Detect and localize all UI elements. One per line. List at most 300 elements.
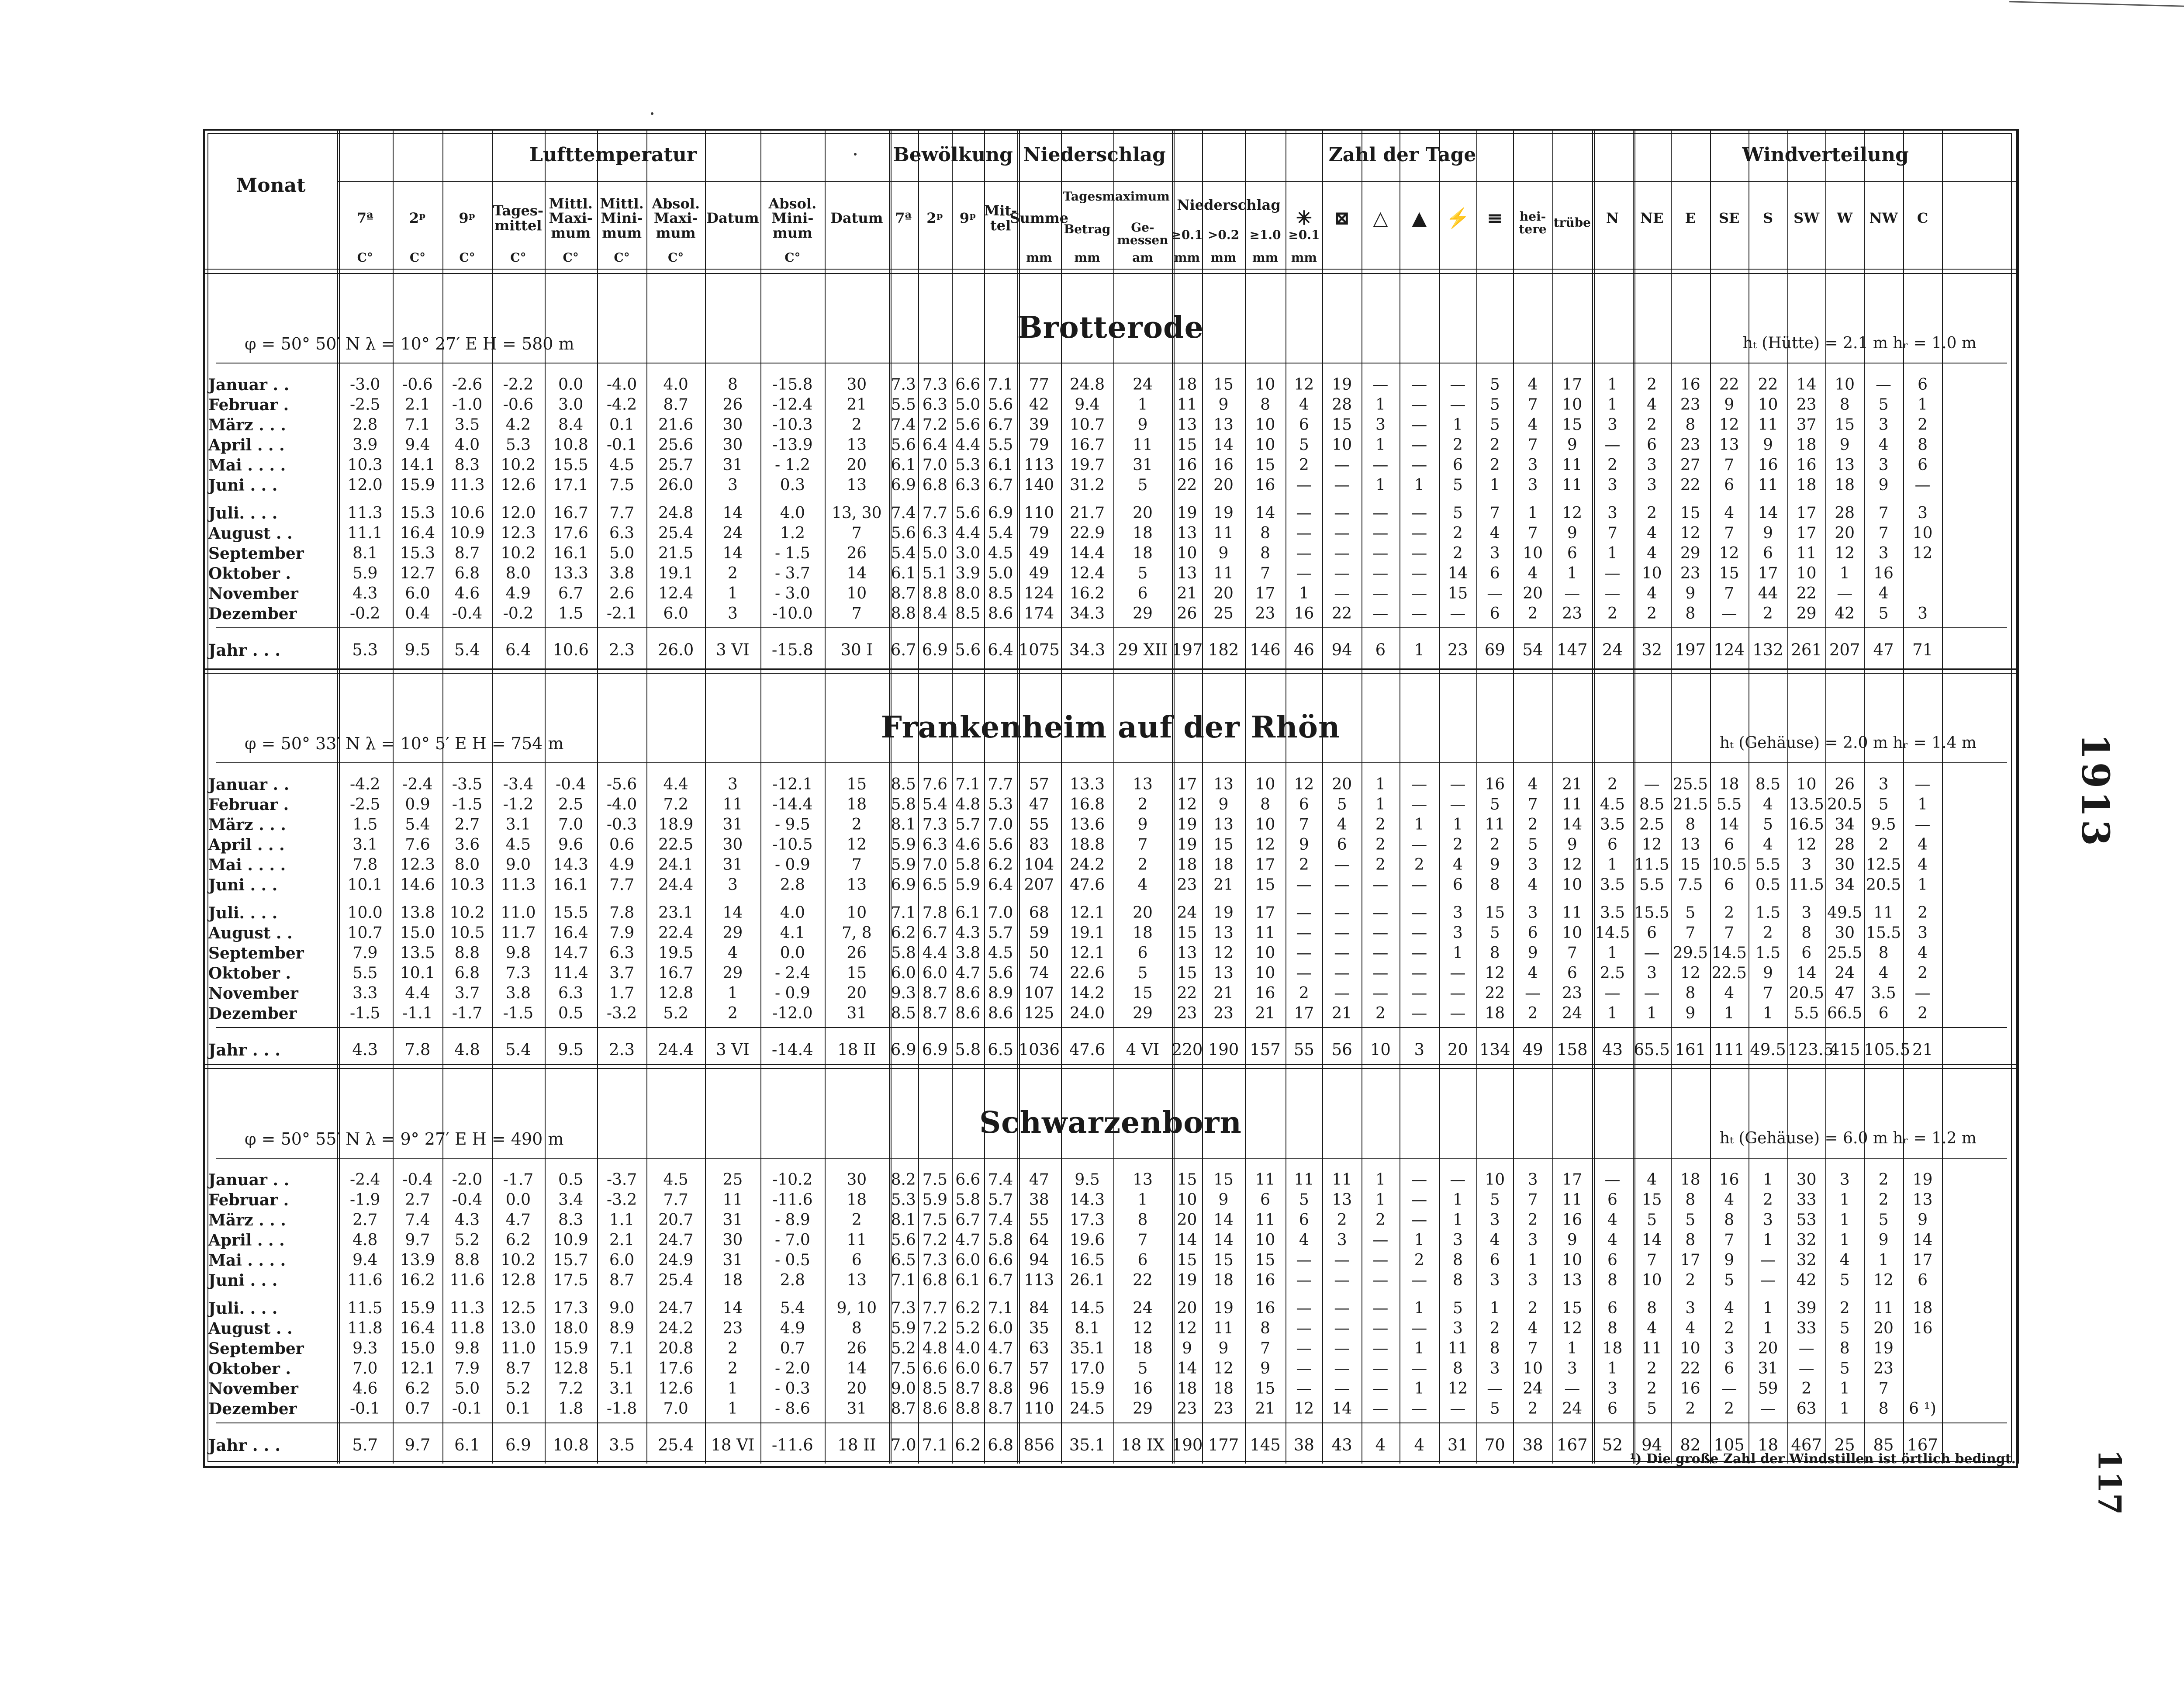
table-cell: 111 xyxy=(1714,1040,1745,1059)
table-cell: 4.7 xyxy=(955,964,981,982)
table-cell: — xyxy=(1372,544,1389,562)
table-cell: 8.7 xyxy=(922,1004,947,1022)
header-betrag: Betrag xyxy=(1064,222,1111,237)
table-cell: 10 xyxy=(1562,924,1583,942)
table-cell: 6.0 xyxy=(955,1360,981,1378)
table-cell: 6 xyxy=(1878,1004,1889,1022)
table-cell: — xyxy=(1760,1400,1776,1418)
table-cell: - 2.0 xyxy=(774,1360,810,1378)
table-cell: 7.7 xyxy=(922,1299,947,1317)
table-row xyxy=(203,876,2018,896)
table-row xyxy=(203,1380,2018,1400)
header-unit-c: C° xyxy=(668,250,684,265)
table-cell: 6.3 xyxy=(955,476,981,494)
table-cell: 17.3 xyxy=(1069,1211,1105,1229)
table-cell: 29 xyxy=(1133,605,1153,623)
table-cell: 4 xyxy=(1647,1171,1657,1189)
table-cell: 94 xyxy=(1029,1251,1049,1269)
table-cell: 1 xyxy=(1607,944,1617,962)
table-cell: 13 xyxy=(847,476,867,494)
table-cell: 6 xyxy=(1527,924,1538,942)
table-cell: 4.8 xyxy=(922,1339,947,1357)
table-cell: 6 xyxy=(1918,1271,1928,1289)
table-cell: 0.7 xyxy=(405,1400,430,1418)
table-cell: 23 xyxy=(1680,396,1700,414)
table-cell: 35 xyxy=(1029,1319,1049,1337)
table-cell: 14 xyxy=(1562,816,1583,834)
table-cell: 7.1 xyxy=(922,1436,948,1454)
table-cell: 6.4 xyxy=(922,436,947,454)
table-cell: 50 xyxy=(1029,944,1049,962)
row-rule xyxy=(203,673,2018,674)
table-cell: 16.4 xyxy=(553,924,588,942)
table-cell: 24.8 xyxy=(1069,376,1105,394)
table-cell: 14 xyxy=(1255,504,1275,522)
table-cell: — xyxy=(1411,984,1427,1002)
month-label: Oktober . xyxy=(208,964,291,983)
table-cell: 17.1 xyxy=(553,476,588,494)
table-cell: 5.0 xyxy=(609,544,635,562)
table-cell: 12 xyxy=(1255,836,1275,854)
table-cell: 14 xyxy=(722,544,743,562)
table-cell: 5.6 xyxy=(988,964,1013,982)
table-cell: 9 xyxy=(1218,796,1229,813)
table-cell: 6.6 xyxy=(955,1171,981,1189)
table-cell: — xyxy=(1334,1319,1350,1337)
table-cell: 25 xyxy=(1213,605,1234,623)
table-cell: 4 xyxy=(1527,564,1538,582)
header-unit-mm: mm xyxy=(1074,250,1100,265)
table-cell: 30 xyxy=(722,836,743,854)
table-cell: — xyxy=(1450,1004,1466,1022)
table-cell: 17 xyxy=(1912,1251,1933,1269)
table-cell: 16 xyxy=(1485,775,1505,793)
table-row xyxy=(203,376,2018,396)
table-cell: 30 xyxy=(722,436,743,454)
table-cell: 17.5 xyxy=(553,1271,588,1289)
table-cell: 4 xyxy=(1527,876,1538,894)
table-cell: 29 xyxy=(722,964,743,982)
table-cell: -0.2 xyxy=(350,605,380,623)
table-cell: 11 xyxy=(1485,816,1505,834)
table-cell: 6.9 xyxy=(890,1040,916,1059)
table-cell: 124 xyxy=(1024,585,1054,602)
table-cell: 9 xyxy=(1567,836,1577,854)
table-cell: 16 xyxy=(1680,376,1700,394)
table-cell: 3 xyxy=(1918,504,1928,522)
table-cell: 1 xyxy=(1607,856,1617,874)
table-cell: 9.8 xyxy=(505,944,531,962)
table-cell: -3.0 xyxy=(350,376,380,394)
table-cell: 4.5 xyxy=(609,456,635,474)
table-cell: 8.5 xyxy=(891,775,916,793)
header-gemessen: Ge-messen xyxy=(1117,220,1168,247)
table-cell: 3 VI xyxy=(716,640,750,659)
table-cell: 2.7 xyxy=(352,1211,378,1229)
table-cell: 59 xyxy=(1029,924,1049,942)
table-cell: 3 xyxy=(1527,456,1538,474)
table-cell: — xyxy=(1914,816,1931,834)
table-cell: 5.3 xyxy=(988,796,1013,813)
table-cell: 7.1 xyxy=(891,1271,916,1289)
table-cell: 2.8 xyxy=(352,416,378,434)
table-cell: 2.1 xyxy=(609,1231,635,1249)
table-cell: 1 xyxy=(1489,1299,1500,1317)
table-cell: 2 xyxy=(1299,456,1309,474)
table-cell: 110 xyxy=(1024,1400,1054,1418)
table-cell: — xyxy=(1296,876,1312,894)
header-bewoelkung: Bewölkung xyxy=(893,143,1013,166)
table-cell: 9 xyxy=(1839,436,1850,454)
table-row xyxy=(203,1319,2018,1339)
table-cell: — xyxy=(1411,796,1427,813)
table-cell: 84 xyxy=(1029,1299,1049,1317)
table-cell: 14.5 xyxy=(1711,944,1747,962)
table-cell: 10 xyxy=(1255,816,1275,834)
table-cell: 19.6 xyxy=(1069,1231,1105,1249)
station-coordinates: φ = 50° 50′ N λ = 10° 27′ E H = 580 m xyxy=(245,334,574,353)
table-cell: 19 xyxy=(1912,1171,1933,1189)
table-cell: — xyxy=(1334,944,1350,962)
table-cell: — xyxy=(1296,1380,1312,1398)
table-cell: 7.2 xyxy=(558,1380,584,1398)
table-cell: 22 xyxy=(1796,585,1817,602)
table-cell: 7.0 xyxy=(890,1436,916,1454)
table-cell: 29 xyxy=(1133,1004,1153,1022)
table-cell: 28 xyxy=(1835,836,1855,854)
table-cell: 3 xyxy=(1647,456,1657,474)
table-cell: -4.0 xyxy=(606,376,637,394)
table-cell: — xyxy=(1334,476,1350,494)
table-cell: 10.2 xyxy=(501,1251,536,1269)
table-cell: 4 xyxy=(1878,436,1889,454)
table-cell: 11 xyxy=(1758,416,1778,434)
table-cell: 10 xyxy=(1641,564,1662,582)
table-cell: 10 xyxy=(1177,1191,1197,1209)
table-cell: 6.5 xyxy=(988,1040,1014,1059)
table-cell: 1 xyxy=(1607,1360,1617,1378)
table-cell: 5.5 xyxy=(1717,796,1742,813)
table-cell: 2.5 xyxy=(558,796,584,813)
table-cell: 5.9 xyxy=(891,856,916,874)
table-cell: 25.6 xyxy=(658,436,694,454)
table-cell: — xyxy=(1411,504,1427,522)
table-cell: 30 xyxy=(1796,1171,1817,1189)
table-cell: 2 xyxy=(1527,1400,1538,1418)
table-row xyxy=(203,544,2018,564)
table-cell: 2 xyxy=(1527,1211,1538,1229)
table-cell: 15 xyxy=(1177,1171,1197,1189)
table-cell: 9 xyxy=(1260,1360,1270,1378)
table-cell: 9 xyxy=(1182,1339,1192,1357)
table-cell: 2 xyxy=(1527,1299,1538,1317)
table-cell: 17 xyxy=(1562,1171,1583,1189)
table-cell: 9 xyxy=(1763,964,1773,982)
table-cell: 5.6 xyxy=(955,504,981,522)
table-cell: 20 xyxy=(1447,1040,1468,1059)
table-cell: 7.4 xyxy=(988,1171,1013,1189)
header-mittl_max: Mittl. Maxi-mum xyxy=(549,195,593,241)
table-cell: — xyxy=(1372,564,1389,582)
table-cell: 19.5 xyxy=(658,944,694,962)
table-cell: 3 xyxy=(1607,504,1617,522)
table-cell: 21 xyxy=(847,396,867,414)
table-cell: -1.7 xyxy=(452,1004,483,1022)
table-cell: 1 xyxy=(1607,1004,1617,1022)
table-cell: 24 xyxy=(1835,964,1855,982)
table-cell: 6 xyxy=(1607,836,1617,854)
table-cell: 2 xyxy=(1414,856,1424,874)
table-cell: 79 xyxy=(1029,524,1049,542)
table-row xyxy=(203,564,2018,585)
header-rule xyxy=(337,181,2018,182)
table-cell: 13 xyxy=(1835,456,1855,474)
table-cell: 6 xyxy=(1724,876,1735,894)
table-cell: 4 xyxy=(1647,544,1657,562)
table-cell: 30 xyxy=(847,1171,867,1189)
month-label: Juli. . . . xyxy=(208,504,278,523)
table-cell: 29.5 xyxy=(1673,944,1708,962)
table-cell: -2.6 xyxy=(452,376,483,394)
table-cell: 20.5 xyxy=(1827,796,1863,813)
table-cell: 2 xyxy=(1724,1400,1735,1418)
table-cell: 18 xyxy=(1757,1436,1779,1454)
table-cell: — xyxy=(1296,1251,1312,1269)
table-cell: 3 xyxy=(1489,1211,1500,1229)
table-cell: 15 xyxy=(1680,856,1700,874)
table-cell: 4 xyxy=(727,944,738,962)
table-cell: 15 xyxy=(1177,436,1197,454)
table-cell: 17 xyxy=(1796,524,1817,542)
month-label: Juni . . . xyxy=(208,476,278,495)
header-wind-S: S xyxy=(1762,210,1773,227)
table-cell: -0.6 xyxy=(402,376,433,394)
table-cell: 9.4 xyxy=(1075,396,1100,414)
table-cell: 10.1 xyxy=(400,964,435,982)
table-cell: -12.4 xyxy=(772,396,813,414)
table-cell: 5 xyxy=(1489,796,1500,813)
table-cell: 5.8 xyxy=(891,944,916,962)
table-cell: 7.2 xyxy=(663,796,688,813)
month-label: Februar . xyxy=(208,396,289,414)
table-cell: 6.7 xyxy=(988,1360,1013,1378)
table-cell: — xyxy=(1334,924,1350,942)
table-cell: 5 xyxy=(1647,1400,1657,1418)
table-cell: 1 xyxy=(1452,1211,1463,1229)
table-cell: 23 xyxy=(1177,1400,1197,1418)
table-cell: -12.0 xyxy=(772,1004,813,1022)
table-row xyxy=(203,856,2018,876)
table-cell: — xyxy=(1411,1400,1427,1418)
table-cell: 14.3 xyxy=(1069,1191,1105,1209)
table-cell: 22 xyxy=(1133,1271,1153,1289)
table-cell: 19 xyxy=(1213,904,1234,922)
table-cell: — xyxy=(1760,1251,1776,1269)
table-cell: 5.6 xyxy=(955,416,981,434)
table-cell: 5.0 xyxy=(922,544,947,562)
table-cell: 5.7 xyxy=(988,1191,1013,1209)
table-cell: 25.4 xyxy=(658,1271,694,1289)
table-row xyxy=(203,396,2018,416)
table-cell: 21 xyxy=(1255,1400,1275,1418)
table-cell: 28 xyxy=(1835,504,1855,522)
month-label: August . . xyxy=(208,1319,293,1338)
table-cell: 5 xyxy=(1489,1191,1500,1209)
table-cell: 18 xyxy=(1912,1299,1933,1317)
table-row xyxy=(203,605,2018,625)
table-cell: 8 xyxy=(1878,944,1889,962)
table-cell: 17 xyxy=(1177,775,1197,793)
table-cell: 1 xyxy=(1724,1004,1735,1022)
table-cell: 22 xyxy=(1177,476,1197,494)
table-cell: 1 xyxy=(1489,476,1500,494)
table-cell: 4.9 xyxy=(609,856,635,874)
table-cell: 7 xyxy=(1878,524,1889,542)
table-cell: 6 xyxy=(1260,1191,1270,1209)
table-cell: 6 xyxy=(1489,605,1500,623)
table-cell: 4 xyxy=(1527,964,1538,982)
table-row xyxy=(203,1171,2018,1191)
table-cell: 12 xyxy=(1719,416,1739,434)
table-cell: 7.5 xyxy=(609,476,635,494)
table-cell: 18 xyxy=(722,1271,743,1289)
table-cell: 2 xyxy=(1878,1191,1889,1209)
table-cell: 4 xyxy=(1647,396,1657,414)
table-cell: 4 xyxy=(1607,1231,1617,1249)
table-cell: 6 xyxy=(1299,1211,1309,1229)
table-cell: 5.4 xyxy=(780,1299,805,1317)
table-cell: — xyxy=(1604,436,1621,454)
table-cell: 18 xyxy=(1796,476,1817,494)
table-cell: 4.4 xyxy=(405,984,430,1002)
table-cell: -0.4 xyxy=(555,775,586,793)
table-cell: 20 xyxy=(1177,1299,1197,1317)
table-cell: 5.3 xyxy=(891,1191,916,1209)
table-cell: 10 xyxy=(1370,1040,1391,1059)
table-cell: 1 xyxy=(1607,376,1617,394)
table-cell: 6.3 xyxy=(922,836,947,854)
table-row xyxy=(203,796,2018,816)
table-cell: 2 xyxy=(1918,1004,1928,1022)
table-cell: — xyxy=(1372,1400,1389,1418)
table-cell: 1 xyxy=(1647,1004,1657,1022)
table-cell: 15 xyxy=(1448,585,1468,602)
table-cell: 3 xyxy=(1801,856,1812,874)
table-cell: 13 xyxy=(1177,944,1197,962)
table-cell: 18 xyxy=(1133,924,1153,942)
table-cell: 7.1 xyxy=(405,416,430,434)
table-cell: 24.5 xyxy=(1069,1400,1105,1418)
table-cell: 8.5 xyxy=(1639,796,1665,813)
table-cell: 26 xyxy=(1177,605,1197,623)
header-unit-c: C° xyxy=(459,250,475,265)
stray-dot xyxy=(651,112,653,115)
table-cell: 20.5 xyxy=(1866,876,1901,894)
header-windverteilung: Windverteilung xyxy=(1742,143,1909,166)
table-cell: 10 xyxy=(1255,1231,1275,1249)
table-cell: 9 xyxy=(1685,585,1696,602)
table-cell: 4 xyxy=(1647,524,1657,542)
table-cell: 8 xyxy=(1137,1211,1148,1229)
table-cell: 16 xyxy=(1680,1380,1700,1398)
table-cell: 11 xyxy=(1873,1299,1894,1317)
table-cell: 7.3 xyxy=(922,816,947,834)
table-cell: 57 xyxy=(1029,775,1049,793)
table-cell: 220 xyxy=(1171,1040,1203,1059)
table-cell: 8 xyxy=(1260,524,1270,542)
table-cell: 167 xyxy=(1556,1436,1588,1454)
table-cell: 26.0 xyxy=(658,476,694,494)
table-cell: -4.2 xyxy=(350,775,380,793)
table-cell: 21.7 xyxy=(1069,504,1105,522)
table-cell: 5.5 xyxy=(1639,876,1665,894)
table-cell: 8 xyxy=(1260,796,1270,813)
table-cell: 82 xyxy=(1680,1436,1701,1454)
table-cell: 9.5 xyxy=(1871,816,1896,834)
table-cell: 6 xyxy=(1724,476,1735,494)
jahr-rule xyxy=(216,1422,2007,1423)
table-cell: 19 xyxy=(1177,816,1197,834)
table-cell: 12.6 xyxy=(501,476,536,494)
table-cell: 4 xyxy=(1724,504,1735,522)
table-cell: 4.8 xyxy=(352,1231,378,1249)
table-cell: 3.9 xyxy=(955,564,981,582)
table-cell: 23 xyxy=(1255,605,1275,623)
table-cell: 5 xyxy=(1685,904,1696,922)
table-cell: 3.1 xyxy=(609,1380,635,1398)
table-cell: 10.2 xyxy=(449,904,485,922)
table-cell: 7 xyxy=(1137,1231,1148,1249)
table-cell: — xyxy=(1411,1191,1427,1209)
table-cell: 4 xyxy=(1489,524,1500,542)
table-cell: 8 xyxy=(851,1319,862,1337)
table-cell: 7 xyxy=(1647,1251,1657,1269)
table-cell: 3 xyxy=(1647,964,1657,982)
table-cell: 47.6 xyxy=(1069,1040,1106,1059)
table-cell: 1 xyxy=(1763,1171,1773,1189)
table-cell: 2.8 xyxy=(780,876,805,894)
table-cell: 7 xyxy=(1527,396,1538,414)
table-cell: 18 xyxy=(847,796,867,813)
month-label: Oktober . xyxy=(208,564,291,583)
table-row xyxy=(203,524,2018,544)
table-cell: 7 xyxy=(1527,796,1538,813)
station-coordinates: φ = 50° 55′ N λ = 9° 27′ E H = 490 m xyxy=(245,1129,564,1149)
table-cell: 6 xyxy=(1567,544,1577,562)
table-cell: 16 xyxy=(1912,1319,1933,1337)
table-cell: 6.1 xyxy=(891,456,916,474)
table-cell: 12.4 xyxy=(1069,564,1105,582)
table-cell: -14.4 xyxy=(771,1040,813,1059)
table-cell: 2 xyxy=(1414,1251,1424,1269)
table-cell: 31 xyxy=(722,856,743,874)
row-rule xyxy=(203,269,2018,270)
table-cell: — xyxy=(1411,924,1427,942)
table-cell: 2 xyxy=(727,1339,738,1357)
table-cell: 11 xyxy=(1562,476,1583,494)
table-cell: 125 xyxy=(1024,1004,1054,1022)
table-cell: 3 xyxy=(1527,856,1538,874)
table-cell: -0.2 xyxy=(503,605,534,623)
table-cell: 2 xyxy=(1685,1400,1696,1418)
table-cell: 9.6 xyxy=(558,836,584,854)
table-cell: 7.3 xyxy=(891,376,916,394)
table-cell: 11 xyxy=(1796,544,1817,562)
table-cell: 13.3 xyxy=(1069,775,1105,793)
table-cell: — xyxy=(1296,944,1312,962)
table-cell: 10.1 xyxy=(347,876,383,894)
table-cell: 1 xyxy=(1375,1171,1386,1189)
